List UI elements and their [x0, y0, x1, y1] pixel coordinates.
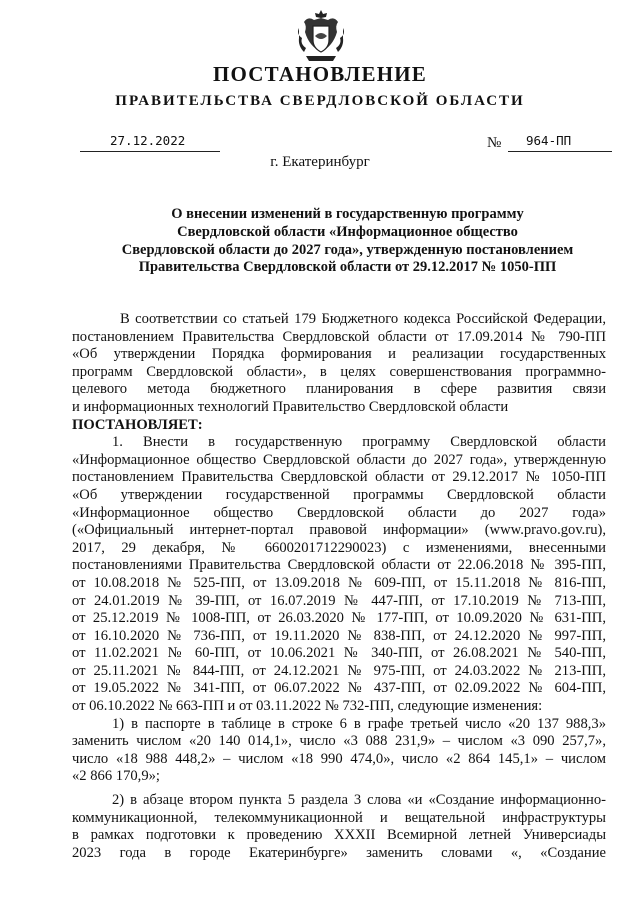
document-body [72, 311, 606, 862]
resolves-word: ПОСТАНОВЛЯЕТ: [72, 416, 203, 433]
city: г. Екатеринбург [270, 154, 370, 170]
item1-line: от 24.01.2019 № 39-ПП, от 16.07.2019 № 447-ПП, от 17.10.2019 № 713-ПП, [72, 592, 606, 609]
item1-line: («Официальный интернет-портал правовой информации» (www.pravo.gov.ru), [72, 522, 606, 539]
number-underline [508, 151, 612, 152]
preamble-line: В соответствии со статьей 179 Бюджетного кодекса Российской Федерации, [120, 311, 606, 327]
item1-line: от 25.11.2021 № 844-ПП, от 24.12.2021 № 975-ПП, от 24.03.2022 № 213-ПП, [72, 662, 606, 679]
sub2-line: коммуникационной, телекоммуникационной и вещательной инфраструктуры [72, 809, 606, 826]
sub2-line: 2023 года в городе Екатеринбурге» заменить словами «, «Создание [72, 844, 606, 861]
sub1-line: число «18 988 448,2» – числом «18 990 474,0», число «2 864 145,1» – числом [72, 750, 606, 767]
item1-line: от 25.12.2019 № 1008-ПП, от 26.03.2020 № 177-ПП, от 10.09.2020 № 631-ПП, [72, 610, 606, 627]
item1-line: постановлениями Правительства Свердловской области от 22.06.2018 № 395-ПП, [72, 557, 606, 574]
item1-line: «Информационное общество Свердловской области до 2027 года», утвержденную [72, 451, 606, 468]
preamble-line: «Об утверждении Порядка формирования и реализации государственных [72, 346, 606, 363]
sub1-line: «2 866 170,9»; [72, 768, 160, 785]
heading-line: О внесении изменений в государственную программу [171, 206, 524, 222]
item1-line: от 10.08.2018 № 525-ПП, от 13.09.2018 № 609-ПП, от 15.11.2018 № 816-ПП, [72, 574, 606, 591]
item1-line: постановлением Правительства Свердловской области от 29.12.2017 № 1050-ПП [72, 469, 606, 486]
preamble-line: целевого метода бюджетного планирования в сфере развития связи [72, 381, 606, 398]
document-number: 964-ПП [526, 133, 572, 148]
sub1-line: 1) в паспорте в таблице в строке 6 в графе третьей число «20 137 988,3» [112, 715, 606, 732]
sub2-line: в рамках подготовки к проведению XXXII Всемирной летней Универсиады [72, 827, 606, 844]
item1-line: от 16.10.2020 № 736-ПП, от 19.11.2020 № 838-ПП, от 24.12.2020 № 997-ПП, [72, 627, 606, 644]
preamble-line: постановлением Правительства Свердловской области от 17.09.2014 № 790-ПП [72, 328, 606, 345]
sub1-line: заменить числом «20 140 014,1», число «3 088 231,9» – числом «3 090 257,7», [72, 733, 606, 750]
document-heading [80, 206, 615, 277]
sub2-line: 2) в абзаце втором пункта 5 раздела 3 слова «и «Создание информационно- [112, 792, 606, 809]
heading-line: Свердловской области до 2027 года», утвержденную постановлением [121, 241, 574, 258]
date-underline [80, 151, 220, 152]
preamble-line: и информационных технологий Правительство Свердловской области [72, 398, 509, 415]
issuing-authority: ПРАВИТЕЛЬСТВА СВЕРДЛОВСКОЙ ОБЛАСТИ [115, 93, 525, 109]
item1-line: от 11.02.2021 № 60-ПП, от 10.06.2021 № 340-ПП, от 26.08.2021 № 540-ПП, [72, 645, 606, 662]
item1-line: «Информационное общество Свердловской области до 2027 года» [72, 504, 606, 521]
heading-line: Правительства Свердловской области от 29.12.2017 № 1050-ПП [138, 259, 557, 276]
preamble-line: программ Свердловской области», в целях совершенствования программно- [72, 363, 606, 380]
item1-line: 1. Внести в государственную программу Свердловской области [112, 434, 606, 451]
document-date: 27.12.2022 [110, 133, 186, 148]
number-sign: № [487, 135, 502, 151]
item1-line: от 19.05.2022 № 341-ПП, от 06.07.2022 № 437-ПП, от 02.09.2022 № 604-ПП, [72, 680, 606, 697]
document-title: ПОСТАНОВЛЕНИЕ [212, 62, 428, 86]
coat-of-arms-icon [296, 8, 346, 64]
item1-line: от 06.10.2022 № 663-ПП и от 03.11.2022 № 732-ПП, следующие изменения: [72, 698, 543, 715]
heading-line: Свердловской области «Информационное общество [177, 223, 518, 240]
item1-line: «Об утверждении государственной программы Свердловской области [72, 486, 606, 503]
item1-line: 2017, 29 декабря, № 6600201712290023) с изменениями, внесенными [72, 539, 606, 556]
